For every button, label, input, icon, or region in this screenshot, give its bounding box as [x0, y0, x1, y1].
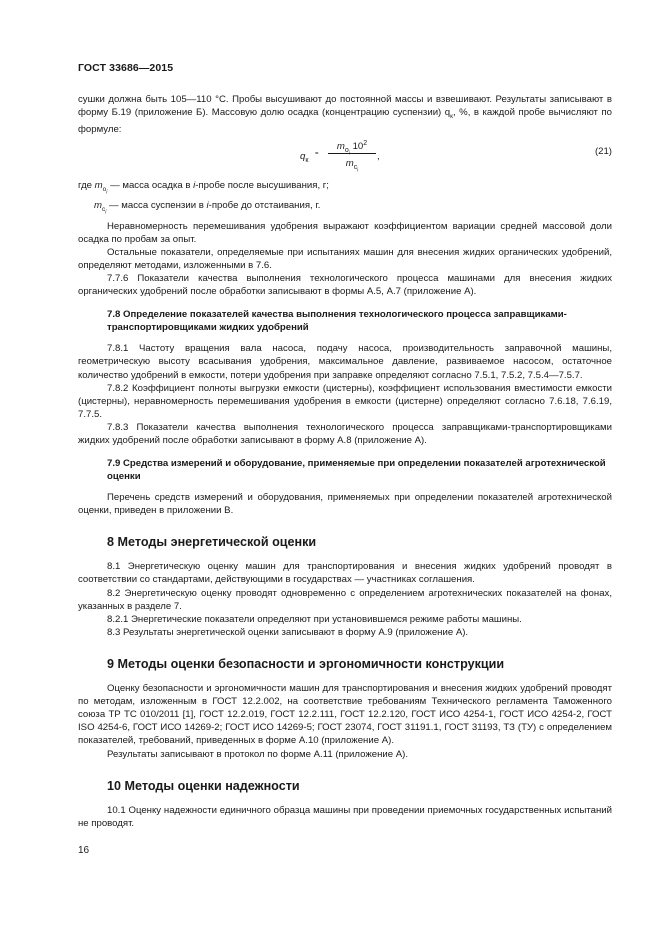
paragraph-10-1: 10.1 Оценку надежности единичного образца машины при проведении приемочных государственных испытаний не проводят.: [78, 804, 612, 829]
paragraph-nonuniformity: Неравномерность перемешивания удобрения выражают коэффициентом вариации средней массовой доли осадка по пробам за опыт.: [78, 220, 612, 245]
paragraph-other-indicators: Остальные показатели, определяемые при испытаниях машин для внесения жидких органических удобрений, определяют методами, изложенными в 7.6.: [78, 246, 612, 272]
where-line-1: где $m_{о_i}$ — масса осадка в i-пробе после высушивания, г;: [78, 180, 329, 196]
paragraph-7-8-1: 7.8.1 Частоту вращения вала насоса, подачу насоса, производительность заправочной машины, геометрическую высоту всасывания удобрения, максимальное давление, развиваемое насосом, остаточное количество удобрений в емкости, потери удобрения при заправке определяют согласно 7.5.1, 7.5.2, 7.5.4—7.5.7.: [78, 343, 612, 381]
formula-denominator: $m_{c_i}$: [345, 158, 359, 174]
paragraph-7-8-3: 7.8.3 Показатели качества выполнения технологического процесса заправщиками-транспортировщиками жидких удобрений после обработки записывают в форму А.8 (приложение А).: [78, 421, 612, 446]
section-10-title: 10 Методы оценки надежности: [107, 778, 300, 793]
formula-equals: =: [315, 151, 319, 158]
heading-7-9: 7.9 Средства измерений и оборудование, применяемые при определении показателей агротехнической оценки: [107, 458, 606, 483]
paragraph-7-8-2: 7.8.2 Коэффициент полноты выгрузки емкости (цистерны), коэффициент использования вместимости емкости (цистерны), неравномерность перемешивания удобрения в емкости (цистерне) определяют согласно 7.6.18, 7.6.19, 7.7.5.: [78, 382, 612, 420]
paragraph-9-assessment: Оценку безопасности и эргономичности машин для транспортирования и внесения жидких удобрений проводят по методам, изложенным в ГОСТ 12.2.002, на соответствие требованиям Технического регламента Таможенного союза ТР ТС 010/2011 [1], ГОСТ 12.2.019, ГОСТ 12.2.111, ГОСТ 12.2.120, ГОСТ ИСО 4254-1, ГОСТ ИСО 4254-2, ГОСТ ISO 4254-6, ГОСТ ИСО 14269-2; ГОСТ ИСО 14269-5; ГОСТ 23074, ГОСТ 31191.1, ГОСТ 31193, ТЗ (ТУ) с определением показателей, требований, приведенных в форме А.10 (приложение А).: [78, 683, 612, 747]
paragraph-9-results: Результаты записывают в протокол по форме А.11 (приложение А).: [107, 748, 409, 760]
formula-numerator: $m_{о_i}$ $10^2$: [336, 140, 368, 157]
document-body: [78, 93, 612, 830]
document-header: ГОСТ 33686—2015: [78, 62, 174, 74]
formula-number: (21): [594, 146, 612, 158]
heading-7-8: 7.8 Определение показателей качества выполнения технологического процесса заправщиками-транспортировщиками жидких удобрений: [107, 309, 567, 334]
formula-21: [78, 137, 612, 177]
formula-fraction-bar: [328, 153, 376, 154]
formula-comma: ,: [377, 151, 380, 163]
intro-paragraph: сушки должна быть 105—110 °С. Пробы высушивают до постоянной массы и взвешивают. Результаты записывают в форму Б.19 (приложение Б). Массовую долю осадка (концентрацию суспензии) $q_к$, %, в каждой пробе вычисляют по формуле:: [78, 94, 613, 136]
paragraph-8-2: 8.2 Энергетическую оценку проводят одновременно с определением агротехнических показателей на фонах, указанных в разделе 7.: [78, 587, 612, 612]
page-number: 16: [78, 845, 90, 856]
paragraph-8-1: 8.1 Энергетическую оценку машин для транспортирования и внесения жидких удобрений проводят в соответствии со стандартами, действующими в государствах — участниках соглашения.: [78, 561, 612, 586]
paragraph-7-7-6: 7.7.6 Показатели качества выполнения технологического процесса машинами для внесения жидких органических удобрений после обработки записывают в формы А.5, А.7 (приложение А).: [78, 273, 612, 298]
section-9-title: 9 Методы оценки безопасности и эргономичности конструкции: [107, 656, 505, 671]
paragraph-8-2-1: 8.2.1 Энергетические показатели определяют при установившемся режиме работы машины.: [107, 613, 522, 625]
paragraph-7-9: Перечень средств измерений и оборудования, применяемых при определении показателей агротехнической оценки, приведен в приложении В.: [78, 492, 612, 517]
where-line-2: $m_{c_i}$ — масса суспензии в i-пробе до отстаивания, г.: [94, 200, 321, 216]
formula-lhs: $q_к$: [300, 151, 309, 165]
section-8-title: 8 Методы энергетической оценки: [107, 535, 317, 550]
paragraph-8-3: 8.3 Результаты энергетической оценки записывают в форму А.9 (приложение А).: [107, 626, 469, 638]
